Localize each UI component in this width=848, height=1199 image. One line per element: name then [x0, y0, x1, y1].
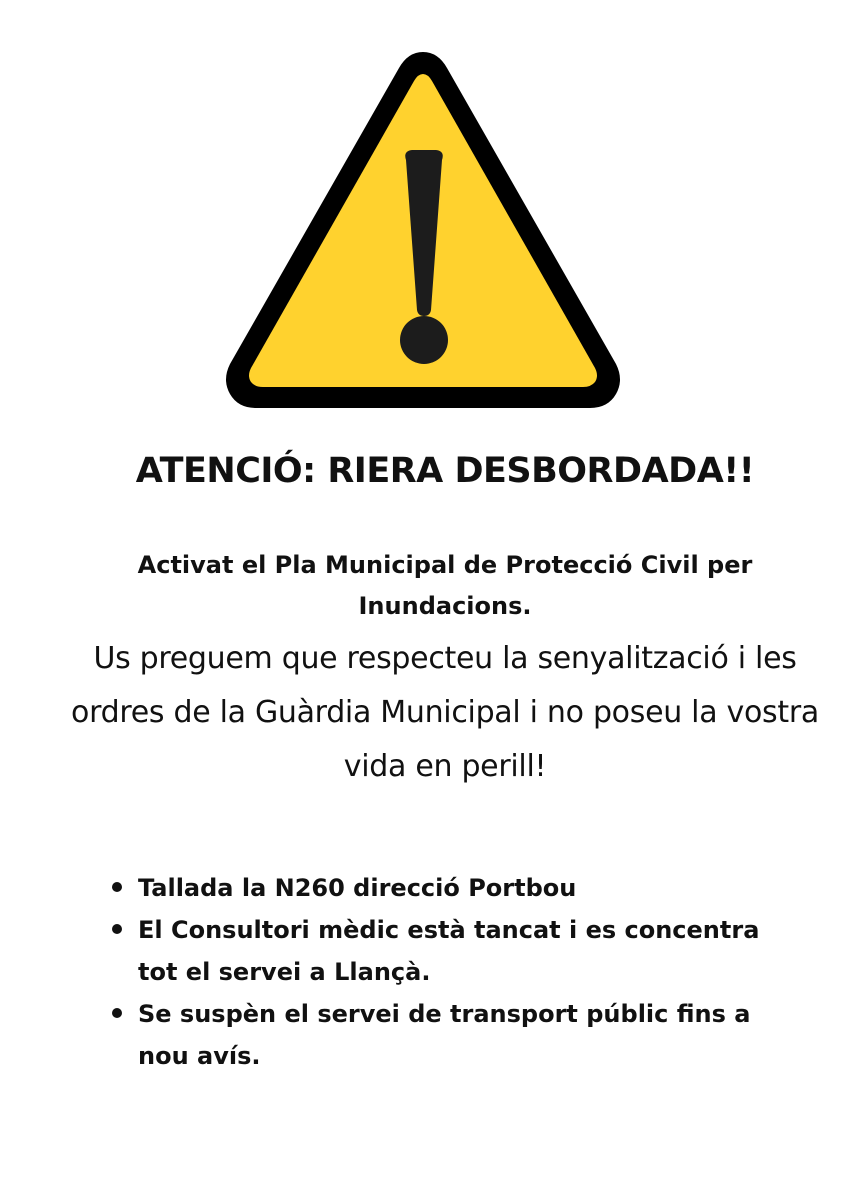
list-item	[104, 993, 804, 1077]
bullet-icon	[112, 924, 122, 934]
bullet-icon	[112, 1008, 122, 1018]
notice-text: Tallada la N260 direcció Portbou	[138, 874, 577, 902]
list-item	[104, 867, 804, 909]
exclamation-dot	[400, 316, 448, 364]
body-text: Us preguem que respecteu la senyalització i les ordres de la Guàrdia Municipal i no poseu la vostra vida en perill!	[71, 641, 819, 784]
headline: ATENCIÓ: RIERA DESBORDADA!!	[135, 451, 755, 491]
warning-triangle-icon	[220, 44, 626, 416]
notice-text: Se suspèn el servei de transport públic fins a nou avís.	[138, 1000, 751, 1070]
list-item	[104, 909, 804, 993]
notice-list	[104, 867, 804, 1077]
notice-text: El Consultori mèdic està tancat i es concentra tot el servei a Llançà.	[138, 916, 760, 986]
lead-text: Activat el Pla Municipal de Protecció Civil per Inundacions.	[137, 551, 753, 620]
bullet-icon	[112, 882, 122, 892]
